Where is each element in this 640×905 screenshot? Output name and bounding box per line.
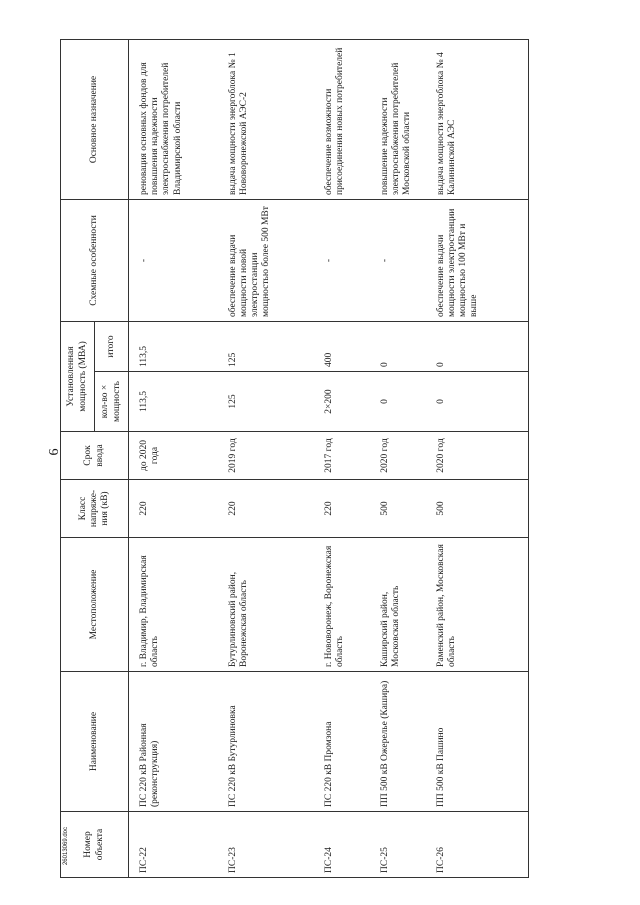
cell-total: 113,5	[129, 321, 225, 371]
header-purpose: Основное назначение	[61, 39, 129, 199]
header-capacity: Установленная мощность (МВА)	[61, 321, 95, 431]
cell-features: -	[129, 199, 225, 321]
cell-voltage: 500	[433, 480, 529, 538]
cell-voltage: 220	[129, 480, 225, 538]
cell-name: ПП 500 кВ Пашино	[433, 672, 529, 812]
cell-features: -	[321, 199, 377, 321]
header-features: Схемные особенности	[61, 199, 129, 321]
table-row	[129, 39, 225, 877]
document-code: 26013069.doc	[63, 826, 69, 866]
cell-voltage: 220	[225, 480, 321, 538]
table-row	[225, 39, 321, 877]
table-row	[433, 39, 529, 877]
cell-term: 2019 год	[225, 432, 321, 480]
header-location: Местоположение	[61, 538, 129, 672]
cell-location: г. Нововоронеж, Воронежская область	[321, 538, 377, 672]
cell-purpose: обеспечение возможности присоединения новых потребителей	[321, 39, 377, 199]
cell-features: -	[377, 199, 433, 321]
cell-term: 2017 год	[321, 432, 377, 480]
cell-name: ПС 220 кВ Промзона	[321, 672, 377, 812]
cell-number: ПС-23	[225, 812, 321, 878]
page-number: 6	[47, 448, 62, 456]
table-row	[321, 39, 377, 877]
cell-number: ПС-26	[433, 812, 529, 878]
cell-total: 400	[321, 321, 377, 371]
objects-table	[60, 39, 529, 878]
rotated-page	[60, 40, 606, 878]
cell-purpose: повышение надежности электроснабжения потребителей Московской области	[377, 39, 433, 199]
cell-term: до 2020 года	[129, 432, 225, 480]
header-voltage-class: Класс напряже-ния (кВ)	[61, 480, 129, 538]
table-header-row	[61, 39, 95, 877]
table-rotator	[60, 40, 606, 878]
cell-count-power: 0	[377, 372, 433, 432]
cell-name: ПС 220 кВ Районная (реконструкция)	[129, 672, 225, 812]
cell-purpose: выдача мощности энергоблока № 4 Калининской АЭС	[433, 39, 529, 199]
cell-number: ПС-22	[129, 812, 225, 878]
cell-term: 2020 год	[377, 432, 433, 480]
cell-count-power: 2×200	[321, 372, 377, 432]
header-capacity-total: итого	[95, 321, 129, 371]
cell-number: ПС-25	[377, 812, 433, 878]
cell-voltage: 500	[377, 480, 433, 538]
header-number: Номер объекта	[61, 812, 129, 878]
cell-total: 125	[225, 321, 321, 371]
cell-purpose: выдача мощности энергоблока № 1 Нововоронежской АЭС-2	[225, 39, 321, 199]
cell-total: 0	[433, 321, 529, 371]
cell-total: 0	[377, 321, 433, 371]
cell-voltage: 220	[321, 480, 377, 538]
cell-name: ПС 220 кВ Бутурлиновка	[225, 672, 321, 812]
header-term: Срок ввода	[61, 432, 129, 480]
cell-number: ПС-24	[321, 812, 377, 878]
cell-features: обеспечение выдачи мощности новой электростанции мощностью более 500 МВт	[225, 199, 321, 321]
cell-count-power: 113,5	[129, 372, 225, 432]
cell-name: ПП 500 кВ Ожерелье (Кашира)	[377, 672, 433, 812]
cell-location: Бутурлиновский район, Воронежская область	[225, 538, 321, 672]
cell-location: Раменский район, Московская область	[433, 538, 529, 672]
cell-purpose: реновация основных фондов для повышения надежности электроснабжения потребителей Владимирской области	[129, 39, 225, 199]
cell-count-power: 0	[433, 372, 529, 432]
header-name: Наименование	[61, 672, 129, 812]
cell-count-power: 125	[225, 372, 321, 432]
header-capacity-count: кол-во × мощность	[95, 372, 129, 432]
cell-location: Каширский район, Московская область	[377, 538, 433, 672]
cell-term: 2020 год	[433, 432, 529, 480]
table-row	[377, 39, 433, 877]
cell-location: г. Владимир, Владимирская область	[129, 538, 225, 672]
cell-features: обеспечение выдачи мощности электростанции мощностью 100 МВт и выше	[433, 199, 529, 321]
